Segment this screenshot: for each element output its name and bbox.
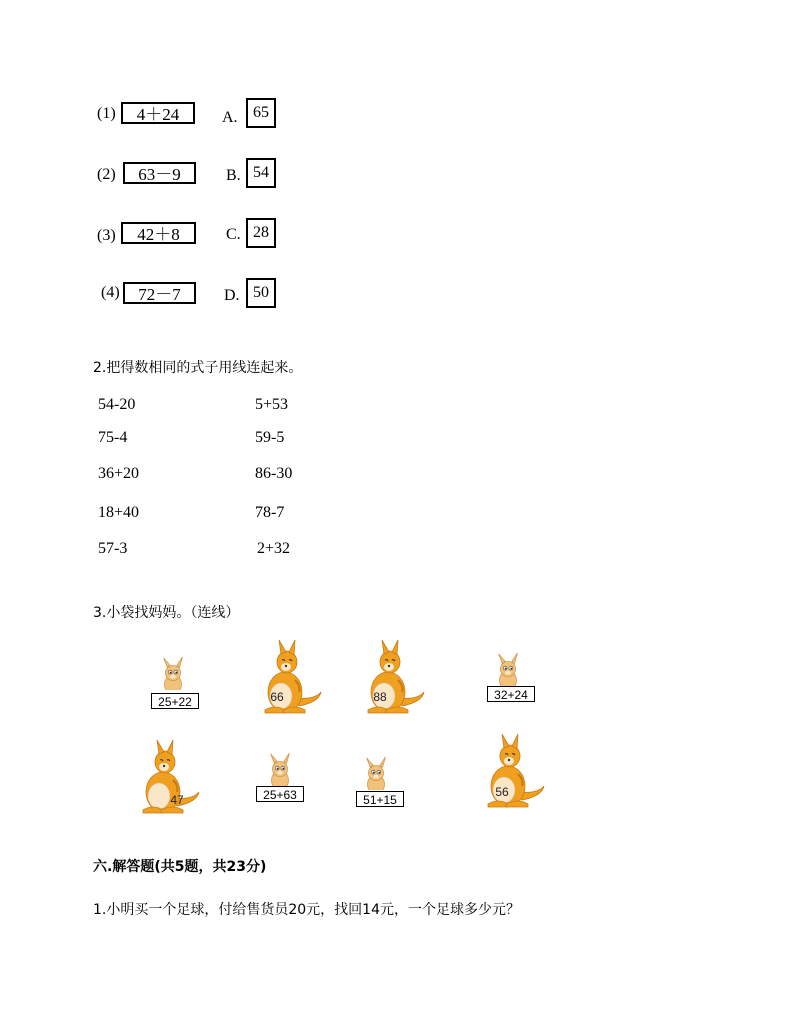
q2-right-expr: 86-30 [255, 465, 293, 482]
answer-box-a: 65 [246, 98, 276, 128]
q2-left-expr: 54-20 [98, 396, 136, 413]
q2-left-expr: 57-3 [98, 540, 128, 557]
item-label-3: (3) [97, 227, 116, 244]
q2-right-expr: 5+53 [255, 396, 289, 413]
mother-kangaroo-number: 88 [373, 690, 387, 704]
baby-kangaroo[interactable] [358, 756, 394, 790]
baby-kangaroo-icon [155, 656, 191, 690]
baby-kangaroo[interactable] [490, 652, 526, 686]
mother-kangaroo[interactable] [358, 640, 428, 714]
item-label-1: (1) [97, 105, 116, 122]
q3-title: 3.小袋找妈妈。（连线） [93, 605, 240, 621]
baby-kangaroo-icon [358, 756, 394, 790]
baby-kangaroo-expression: 51+15 [356, 791, 404, 807]
baby-kangaroo[interactable] [262, 752, 298, 786]
expression-box-3: 42＋8 [121, 222, 196, 244]
answer-box-b: 54 [246, 158, 276, 188]
option-label-b: B. [226, 167, 241, 184]
baby-kangaroo-expression: 25+63 [256, 786, 304, 802]
mother-kangaroo-number: 66 [270, 690, 284, 704]
answer-box-c: 28 [246, 218, 276, 248]
q2-left-expr: 18+40 [98, 504, 140, 521]
baby-kangaroo-expression: 25+22 [151, 693, 199, 709]
q2-title: 2.把得数相同的式子用线连起来。 [93, 360, 303, 376]
section6-question-1: 1.小明买一个足球，付给售货员20元，找回14元，一个足球多少元？ [93, 902, 520, 918]
q2-right-expr: 78-7 [255, 504, 285, 521]
option-label-d: D. [224, 287, 240, 304]
mother-kangaroo[interactable] [478, 734, 548, 808]
section6-title: 六.解答题(共5题，共23分) [93, 859, 267, 875]
q2-right-expr: 59-5 [255, 429, 285, 446]
baby-kangaroo-expression: 32+24 [487, 686, 535, 702]
expression-box-2: 63－9 [123, 162, 196, 184]
expression-box-1: 4＋24 [121, 102, 195, 124]
expression-box-4: 72－7 [123, 282, 196, 304]
mother-kangaroo[interactable] [133, 740, 203, 814]
baby-kangaroo[interactable] [155, 656, 191, 690]
item-label-4: (4) [101, 284, 120, 301]
mother-kangaroo-number: 56 [495, 785, 509, 799]
mother-kangaroo[interactable] [255, 640, 325, 714]
item-label-2: (2) [97, 166, 116, 183]
answer-box-d: 50 [246, 278, 276, 308]
baby-kangaroo-icon [262, 752, 298, 786]
q2-left-expr: 36+20 [98, 465, 140, 482]
q2-right-expr: 2+32 [257, 540, 291, 557]
option-label-c: C. [226, 226, 241, 243]
q2-left-expr: 75-4 [98, 429, 128, 446]
option-label-a: A. [222, 109, 238, 126]
mother-kangaroo-number: 47 [170, 793, 184, 807]
baby-kangaroo-icon [490, 652, 526, 686]
